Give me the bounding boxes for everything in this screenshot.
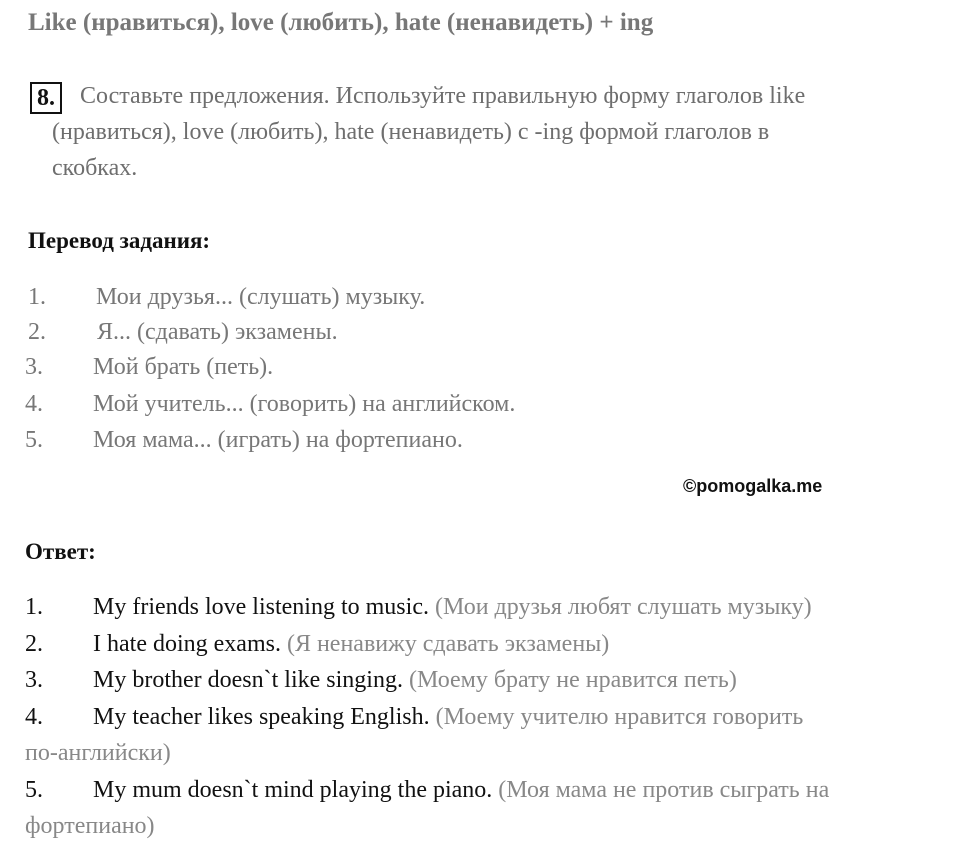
- answer-sentence: [93, 626, 609, 662]
- answer-russian-cont: фортепиано): [25, 813, 155, 839]
- task-number-box: 8.: [30, 82, 62, 114]
- answer-sentence: [93, 589, 812, 625]
- answer-continuation: [25, 808, 155, 844]
- item-number: 2.: [28, 319, 46, 345]
- answer-russian-cont: по-английски): [25, 740, 171, 766]
- answer-english: My mum doesn`t mind playing the piano.: [93, 777, 493, 803]
- item-number: 1.: [28, 284, 46, 310]
- item-text: Мой брать (петь).: [93, 354, 274, 380]
- answer-russian: (Мои друзья любят слушать музыку): [434, 594, 812, 620]
- answer-sentence: [93, 662, 737, 698]
- item-number: 5.: [25, 777, 43, 803]
- answer-russian: (Моя мама не против сыграть на: [498, 777, 830, 803]
- item-number: 1.: [25, 594, 43, 620]
- answer-english: I hate doing exams.: [93, 631, 281, 657]
- item-number: 2.: [25, 631, 43, 657]
- watermark: ©pomogalka.me: [683, 476, 823, 496]
- answer-english: My teacher likes speaking English.: [93, 704, 430, 730]
- translation-heading: Перевод задания:: [28, 228, 211, 253]
- answer-sentence: [93, 699, 803, 735]
- answer-sentence: [93, 772, 829, 808]
- item-text: Я... (сдавать) экзамены.: [97, 319, 338, 345]
- item-number: 3.: [25, 667, 43, 693]
- answer-english: My friends love listening to music.: [93, 594, 429, 620]
- item-number: 4.: [25, 704, 43, 730]
- answer-continuation: [25, 735, 171, 771]
- answer-heading: Ответ:: [25, 539, 96, 564]
- answer-russian: (Моему брату не нравится петь): [408, 667, 737, 693]
- item-text: Мои друзья... (слушать) музыку.: [96, 284, 426, 310]
- answer-russian: (Я ненавижу сдавать экзамены): [286, 631, 610, 657]
- item-text: Моя мама... (играть) на фортепиано.: [93, 427, 463, 453]
- item-number: 3.: [25, 354, 43, 380]
- task-instruction-line-1: Составьте предложения. Используйте правильную форму глаголов like: [80, 83, 806, 109]
- item-number: 4.: [25, 391, 43, 417]
- item-number: 5.: [25, 427, 43, 453]
- answer-english: My brother doesn`t like singing.: [93, 667, 403, 693]
- task-instruction-line-2: (нравиться), love (любить), hate (ненавидеть) с -ing формой глаголов в: [52, 119, 770, 145]
- answer-russian: (Моему учителю нравится говорить: [435, 704, 804, 730]
- page-title: Like (нравиться), love (любить), hate (ненавидеть) + ing: [28, 9, 654, 36]
- item-text: Мой учитель... (говорить) на английском.: [93, 391, 516, 417]
- task-instruction-line-3: скобках.: [52, 155, 138, 181]
